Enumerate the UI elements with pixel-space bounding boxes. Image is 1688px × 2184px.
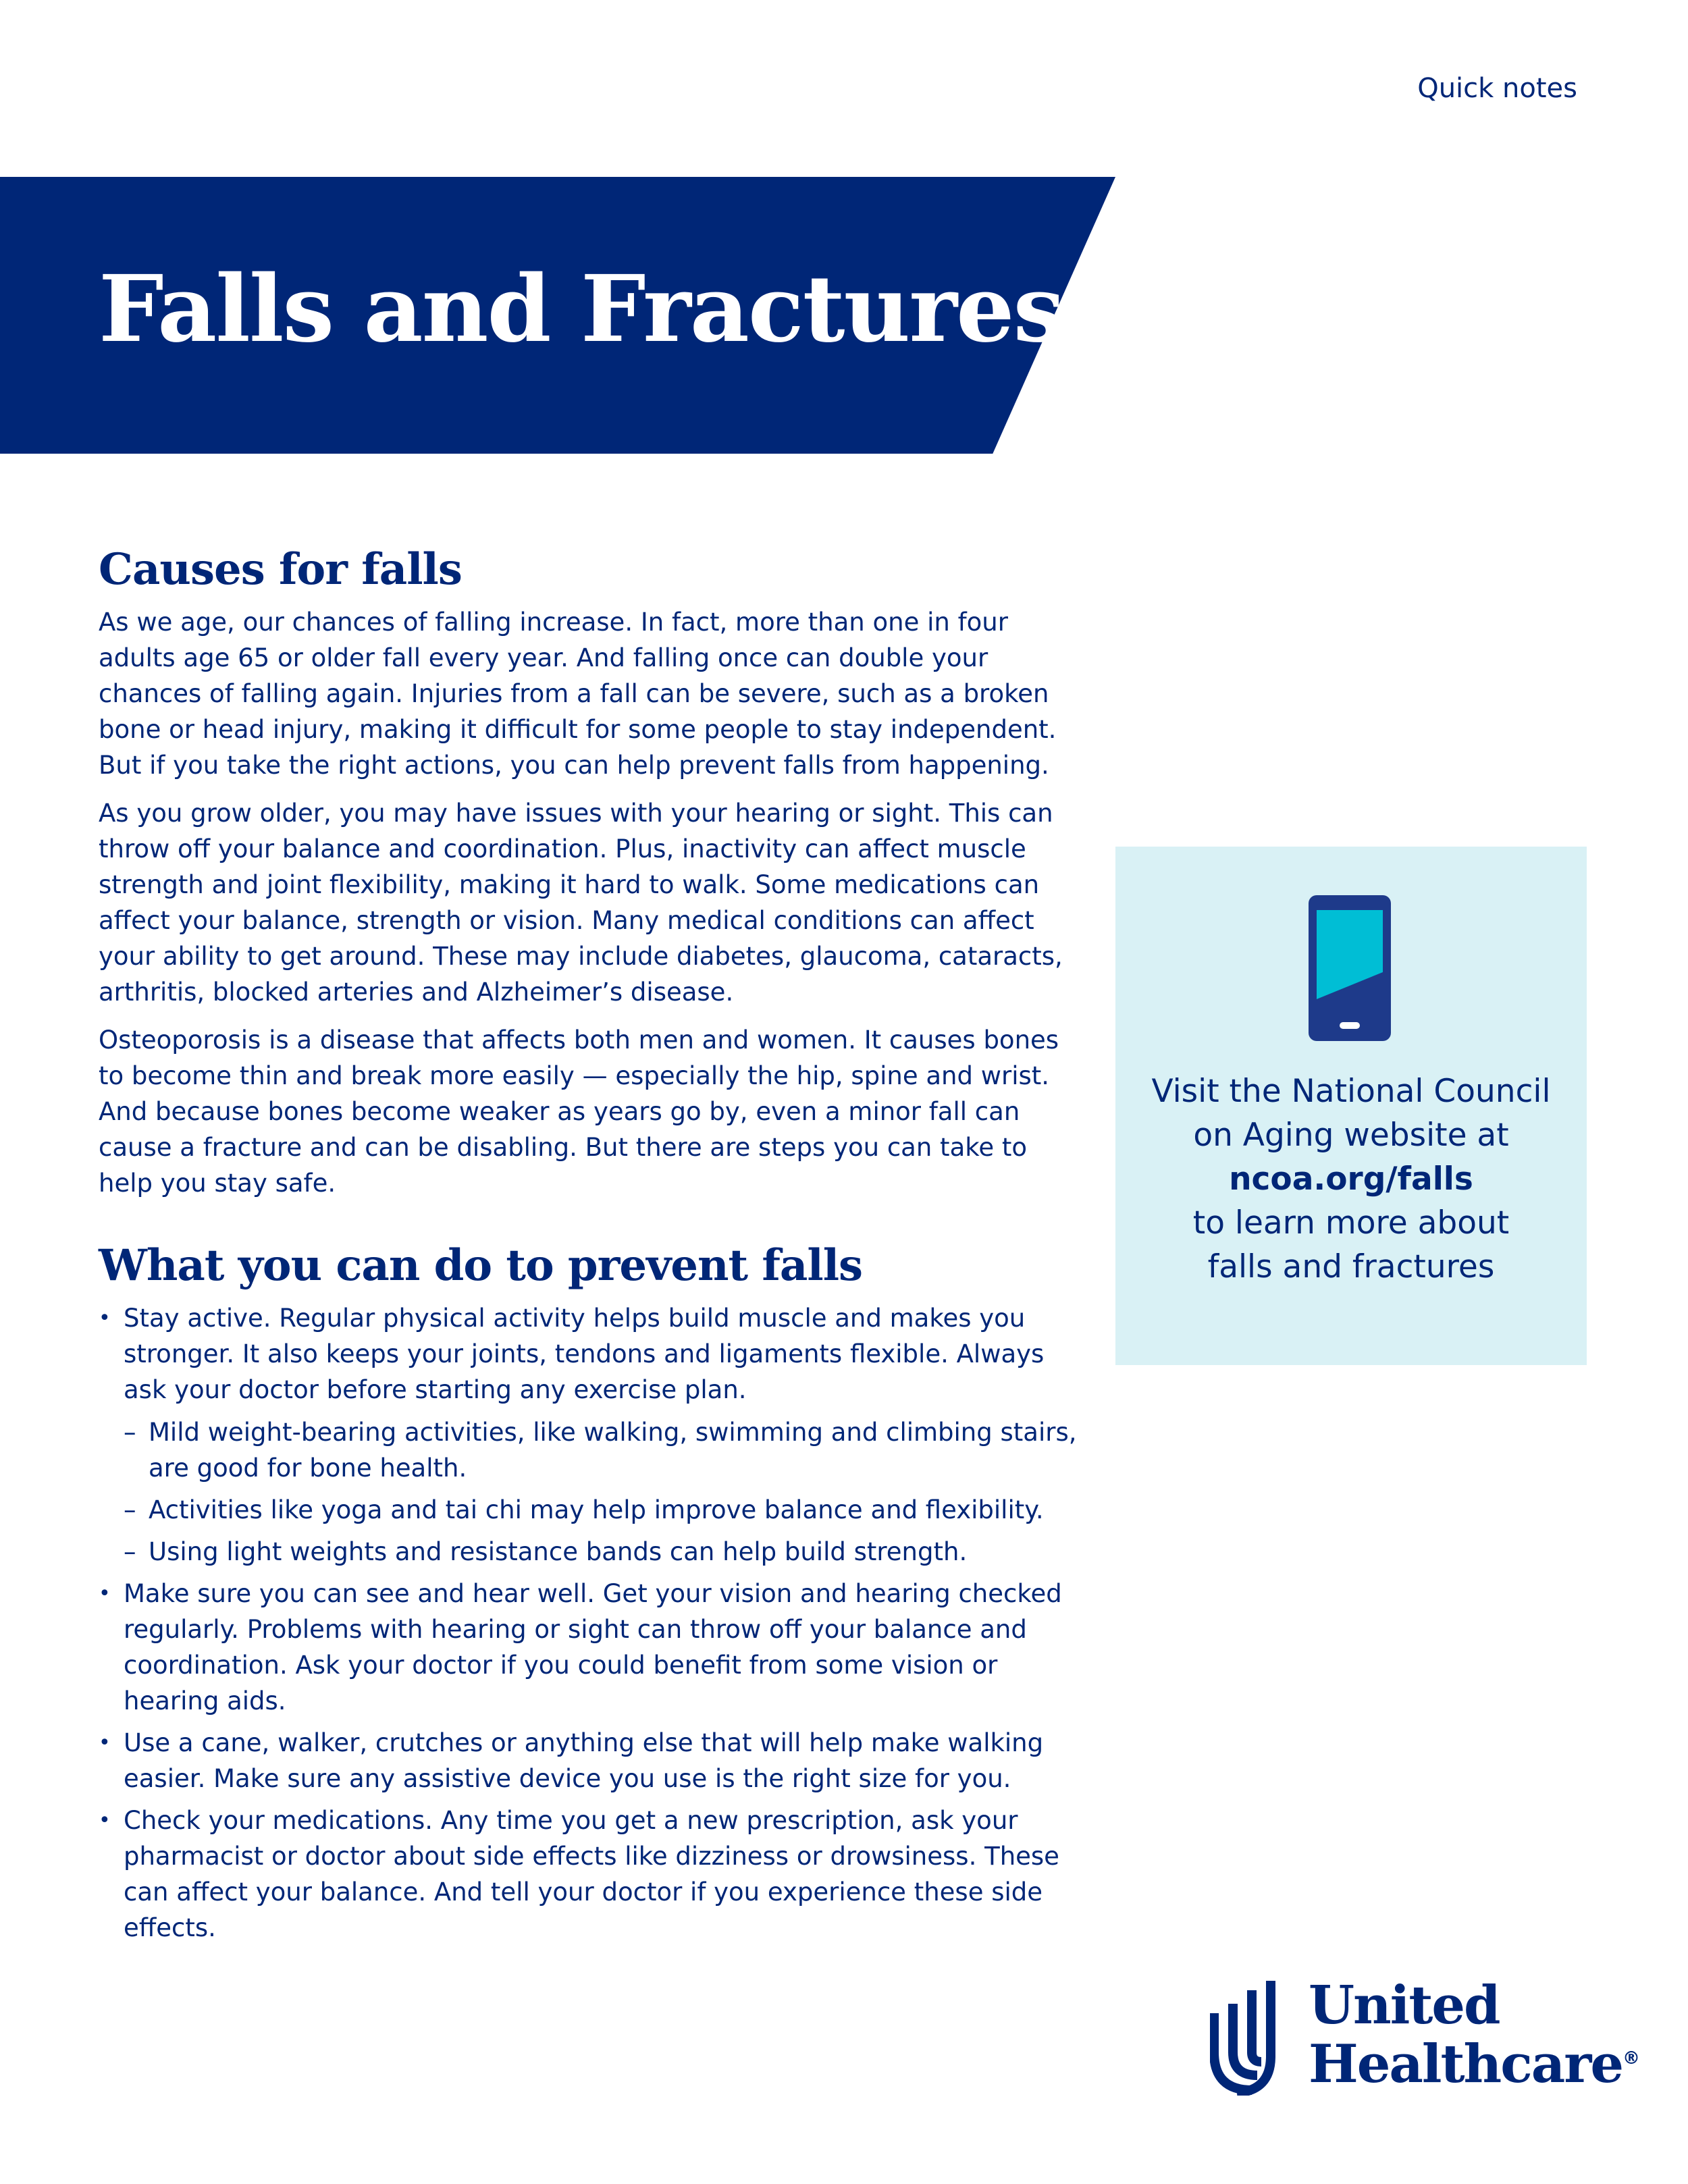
prevent-heading: What you can do to prevent falls [99, 1240, 863, 1291]
smartphone-icon [1309, 895, 1391, 1041]
sub-list-item: – Using light weights and resistance bands can help build strength. [124, 1534, 1084, 1570]
unitedhealthcare-logo [1210, 1975, 1639, 2096]
ncoa-link[interactable]: ncoa.org/falls [1229, 1161, 1473, 1198]
list-item: • Use a cane, walker, crutches or anything else that will help make walking easier. Make sure any assistive device you use is the right size for you. [99, 1725, 1084, 1796]
callout-line: Visit the National Council [1151, 1073, 1551, 1110]
main-content [99, 544, 1084, 1952]
callout-line: to learn more about [1192, 1204, 1510, 1242]
sub-list-item: – Activities like yoga and tai chi may help improve balance and flexibility. [124, 1492, 1084, 1528]
list-item [99, 1300, 1084, 1570]
causes-paragraph: As we age, our chances of falling increase. In fact, more than one in four adults age 65 or older fall every year. And falling once can double your chances of falling again. Injuries from a fall can be severe, such as a broken bone or head injury, making it difficult for some people to stay independent. But if you take the right actions, you can help prevent falls from happening. [99, 607, 1057, 780]
ncoa-callout-box [1115, 847, 1587, 1365]
unitedhealthcare-logo-icon [1210, 1977, 1304, 2096]
causes-heading: Causes for falls [99, 544, 462, 595]
sub-list [124, 1414, 1084, 1570]
callout-line: falls and fractures [1207, 1248, 1495, 1285]
list-item: • Make sure you can see and hear well. Get your vision and hearing checked regularly. Problems with hearing or sight can throw off your balance and coordination. Ask your doctor if you could benefit from some vision or hearing aids. [99, 1576, 1084, 1719]
quick-notes-label: Quick notes [1417, 73, 1577, 104]
causes-paragraph: As you grow older, you may have issues with your hearing or sight. This can throw off your balance and coordination. Plus, inactivity can affect muscle strength and joint flexibility, making it hard to walk. Some medications can affect your balance, strength or vision. Many medical conditions can affect your ability to get around. These may include diabetes, glaucoma, cataracts, arthritis, blocked arteries and Alzheimer’s disease. [99, 798, 1063, 1007]
callout-line: on Aging website at [1193, 1117, 1509, 1154]
sub-list-item: – Mild weight-bearing activities, like walking, swimming and climbing stairs, are good for bone health. [124, 1414, 1084, 1486]
list-item: • Check your medications. Any time you get a new prescription, ask your pharmacist or doctor about side effects like dizziness or drowsiness. These can affect your balance. And tell your doctor if you experience these side effects. [99, 1803, 1084, 1946]
page-title: Falls and Fractures [99, 255, 1064, 363]
callout-text [1115, 1069, 1587, 1289]
causes-paragraph: Osteoporosis is a disease that affects both men and women. It causes bones to become thin and break more easily — especially the hip, spine and wrist. And because bones become weaker as years go by, even a minor fall can cause a fracture and can be disabling. But there are steps you can take to help you stay safe. [99, 1025, 1059, 1198]
prevent-list [99, 1300, 1084, 1946]
list-item-text: Stay active. Regular physical activity helps build muscle and makes you stronger. It also keeps your joints, tendons and ligaments flexible. Always ask your doctor before starting any exercise plan. [124, 1303, 1045, 1404]
unitedhealthcare-wordmark: United Healthcare® [1309, 1975, 1639, 2095]
